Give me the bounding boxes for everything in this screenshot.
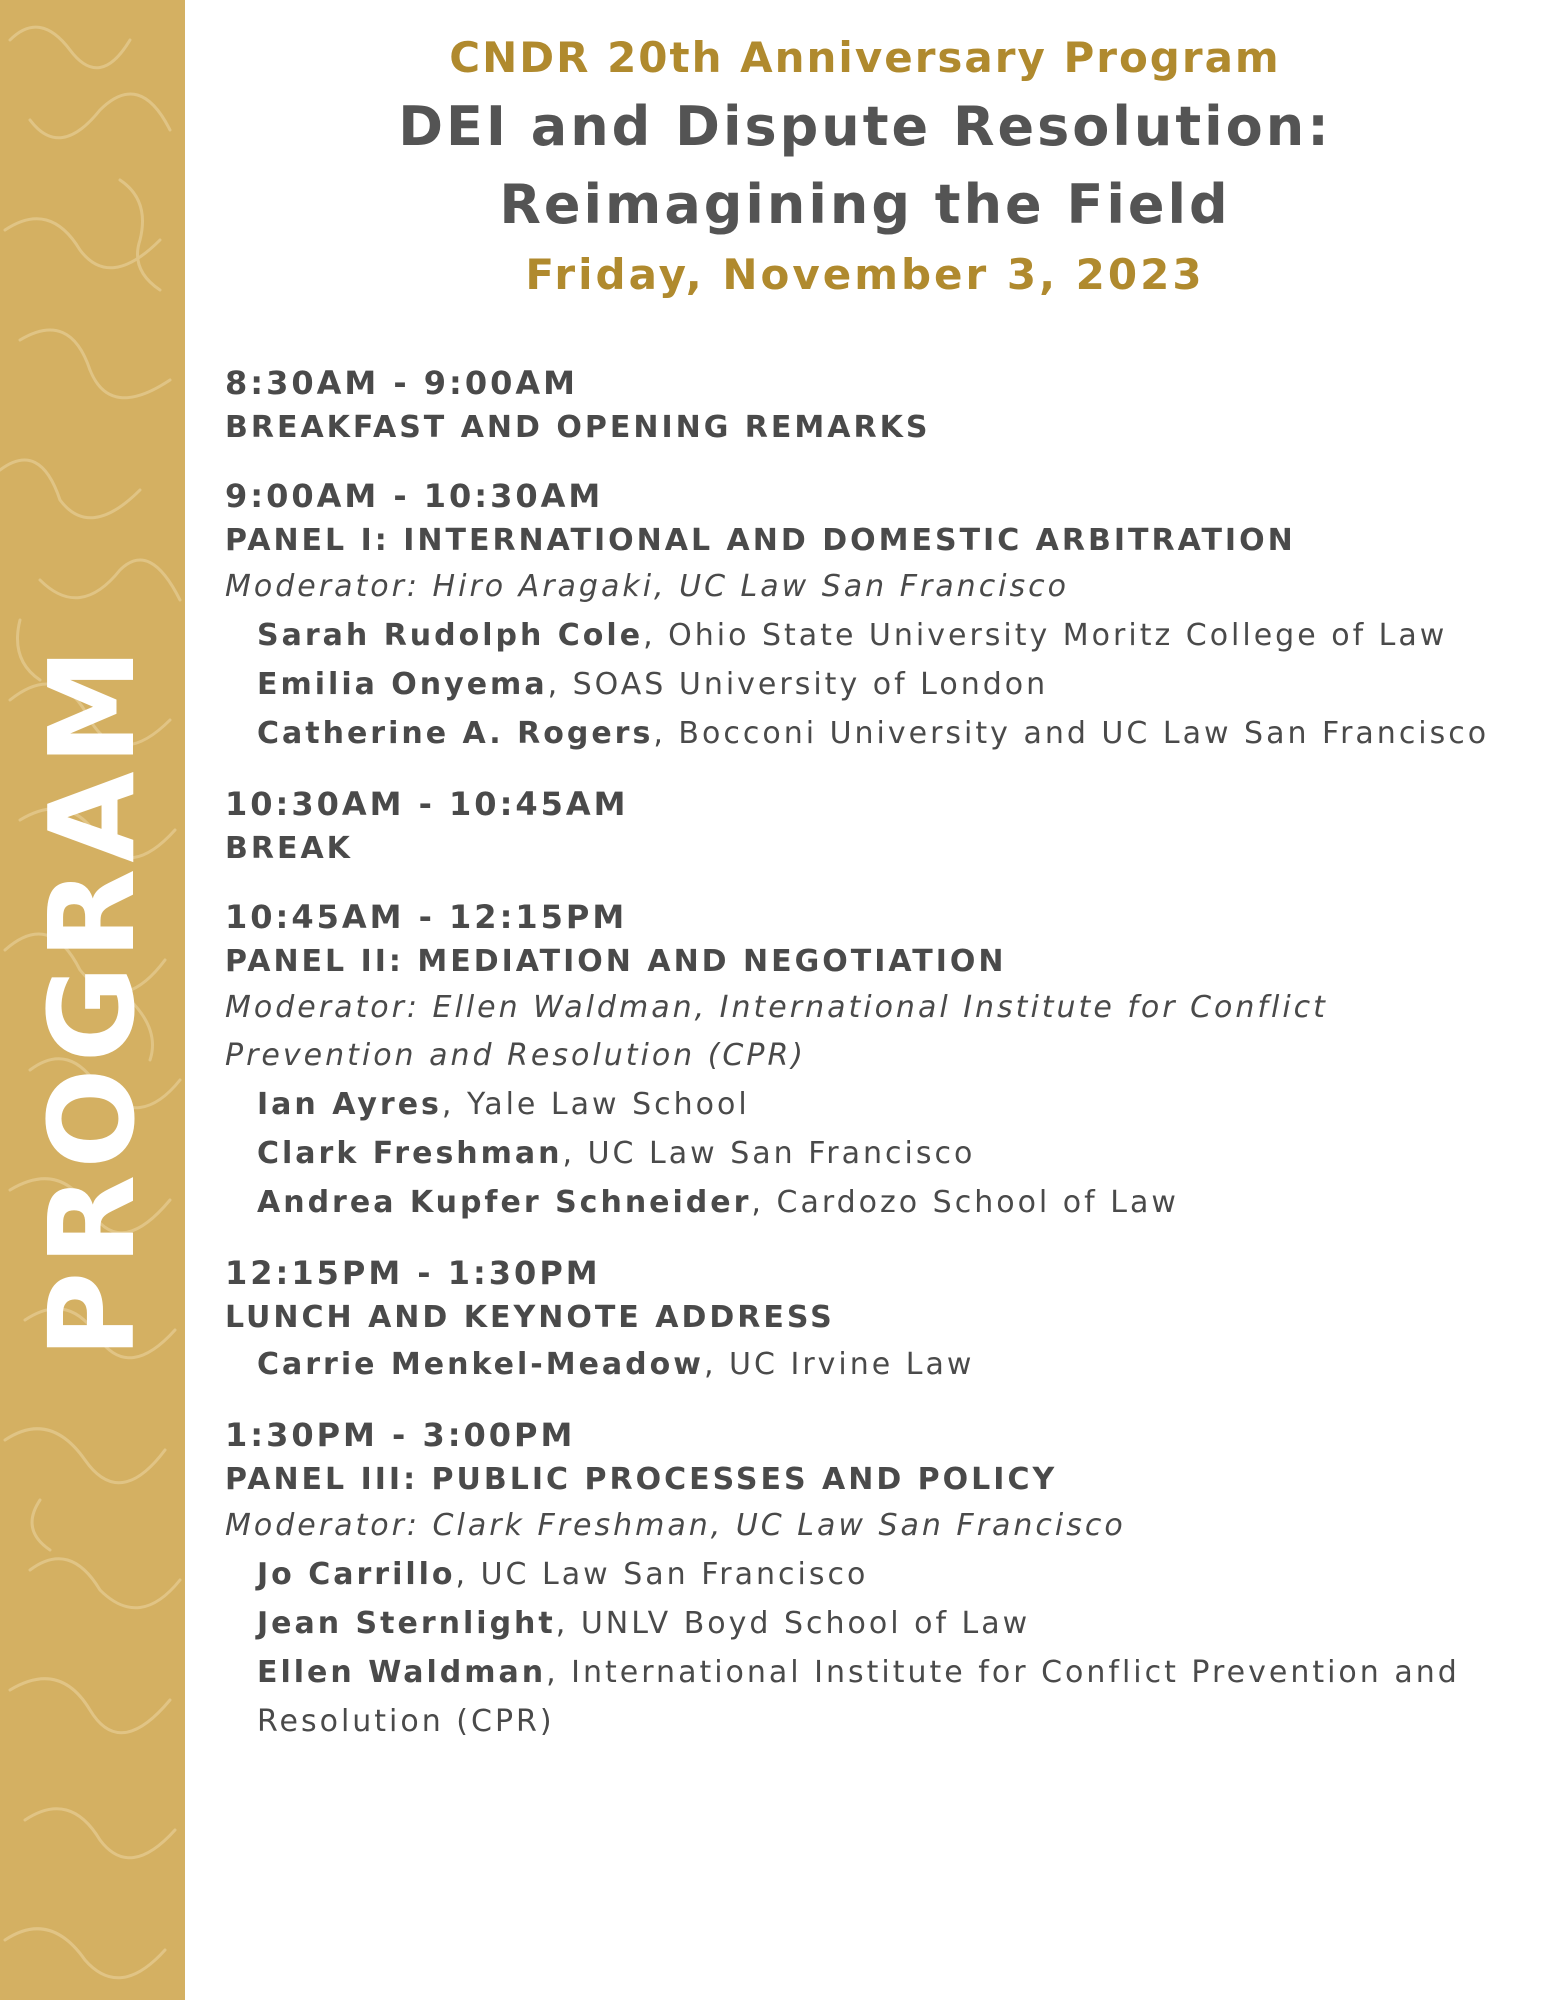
schedule-block bbox=[225, 894, 1525, 1227]
sidebar-banner bbox=[0, 0, 185, 2000]
speaker-item bbox=[257, 611, 1525, 660]
schedule-block bbox=[225, 473, 1525, 758]
event-date: Friday, November 3, 2023 bbox=[525, 250, 1205, 299]
page-title-line1: DEI and Dispute Resolution: bbox=[398, 95, 1332, 158]
schedule-list bbox=[225, 360, 1525, 1769]
speaker-item bbox=[257, 1648, 1525, 1746]
speaker-name: Catherine A. Rogers bbox=[257, 716, 654, 751]
session-time: 12:15PM - 1:30PM bbox=[225, 1254, 601, 1292]
session-moderator: Moderator: Clark Freshman, UC Law San Francisco bbox=[225, 1508, 1126, 1543]
session-moderator: Moderator: Hiro Aragaki, UC Law San Francisco bbox=[225, 569, 1069, 604]
session-time: 8:30AM - 9:00AM bbox=[225, 364, 578, 402]
speaker-name: Ellen Waldman bbox=[257, 1655, 547, 1690]
session-time: 10:45AM - 12:15PM bbox=[225, 898, 628, 936]
speaker-item bbox=[257, 1599, 1525, 1648]
page-header bbox=[185, 28, 1545, 306]
schedule-block bbox=[225, 781, 1525, 871]
speaker-name: Carrie Menkel-Meadow bbox=[257, 1347, 704, 1382]
speaker-affiliation: , Ohio State University Moritz College of Law bbox=[643, 618, 1448, 653]
session-time: 10:30AM - 10:45AM bbox=[225, 785, 629, 823]
speaker-item bbox=[257, 1129, 1525, 1178]
speaker-item bbox=[257, 660, 1525, 709]
session-title: BREAK bbox=[225, 831, 353, 866]
speaker-affiliation: , Yale Law School bbox=[441, 1087, 750, 1122]
sidebar-program-label: PROGRAM bbox=[23, 641, 161, 1359]
session-moderator: Moderator: Ellen Waldman, International Institute for Conflict Prevention and Resolution (CPR) bbox=[225, 990, 1328, 1073]
schedule-block bbox=[225, 1250, 1525, 1389]
speaker-item bbox=[257, 709, 1525, 758]
session-time: 9:00AM - 10:30AM bbox=[225, 477, 604, 515]
speaker-item bbox=[257, 1178, 1525, 1227]
speaker-list bbox=[225, 1340, 1525, 1389]
speaker-affiliation: , UNLV Boyd School of Law bbox=[555, 1606, 1031, 1641]
session-title: PANEL I: INTERNATIONAL AND DOMESTIC ARBITRATION bbox=[225, 523, 1296, 558]
speaker-item bbox=[257, 1340, 1525, 1389]
session-title: LUNCH AND KEYNOTE ADDRESS bbox=[225, 1300, 835, 1335]
speaker-name: Andrea Kupfer Schneider bbox=[257, 1185, 752, 1220]
speaker-affiliation: , SOAS University of London bbox=[547, 667, 1049, 702]
schedule-block bbox=[225, 360, 1525, 450]
speaker-name: Ian Ayres bbox=[257, 1087, 442, 1122]
session-title: BREAKFAST AND OPENING REMARKS bbox=[225, 410, 931, 445]
speaker-list bbox=[225, 1550, 1525, 1746]
speaker-name: Jean Sternlight bbox=[257, 1606, 556, 1641]
speaker-name: Sarah Rudolph Cole bbox=[257, 618, 644, 653]
session-title: PANEL II: MEDIATION AND NEGOTIATION bbox=[225, 944, 1007, 979]
speaker-affiliation: , International Institute for Conflict Prevention and Resolution (CPR) bbox=[257, 1655, 1460, 1739]
speaker-name: Jo Carrillo bbox=[257, 1557, 456, 1592]
speaker-list bbox=[225, 611, 1525, 758]
speaker-affiliation: , Cardozo School of Law bbox=[751, 1185, 1179, 1220]
speaker-item bbox=[257, 1550, 1525, 1599]
page-title-line2: Reimagining the Field bbox=[499, 173, 1231, 236]
session-title: PANEL III: PUBLIC PROCESSES AND POLICY bbox=[225, 1462, 1058, 1497]
speaker-name: Clark Freshman bbox=[257, 1136, 563, 1171]
speaker-list bbox=[225, 1080, 1525, 1227]
speaker-item bbox=[257, 1080, 1525, 1129]
schedule-block bbox=[225, 1412, 1525, 1746]
speaker-affiliation: , UC Law San Francisco bbox=[562, 1136, 976, 1171]
speaker-affiliation: , UC Irvine Law bbox=[703, 1347, 975, 1382]
program-name: CNDR 20th Anniversary Program bbox=[449, 33, 1281, 82]
speaker-affiliation: , Bocconi University and UC Law San Francisco bbox=[653, 716, 1490, 751]
speaker-affiliation: , UC Law San Francisco bbox=[455, 1557, 869, 1592]
speaker-name: Emilia Onyema bbox=[257, 667, 548, 702]
session-time: 1:30PM - 3:00PM bbox=[225, 1416, 576, 1454]
